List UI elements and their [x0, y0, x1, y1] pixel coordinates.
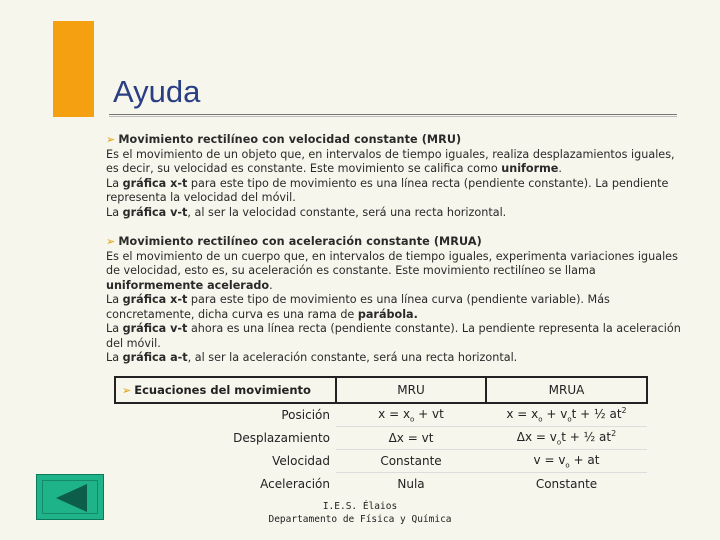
cell-mrua: Constante [486, 473, 647, 496]
arrow-bullet-icon: ➢ [122, 384, 132, 397]
mru-p1-bold: uniforme [501, 162, 559, 175]
table-row [115, 450, 647, 473]
mrua-p1-text: Es el movimiento de un cuerpo que, en intervalos de tiempo iguales, experimenta variaciones iguales de velocidad, esto es, su aceleración es constante. Este movimiento rectilíneo se llama [106, 249, 678, 277]
mrua-p4-rest: , al ser la aceleración constante, será una recta horizontal. [187, 351, 518, 364]
cell-mru: Constante [336, 450, 486, 473]
title-divider-shadow [109, 116, 677, 117]
footer [250, 500, 470, 526]
cell-mrua: $x = x_o + v_ot$ + ½ $at^2$ [506, 406, 627, 424]
title-divider [109, 114, 677, 115]
arrow-bullet-icon: ➢ [106, 235, 116, 248]
mrua-p3-pre: La [106, 322, 123, 335]
mru-section [106, 133, 682, 220]
footer-department: Departamento de Física y Química [268, 514, 452, 525]
mru-paragraph-1 [106, 148, 682, 177]
mru-p3-pre: La [106, 205, 123, 219]
row-label: Posición [281, 408, 330, 423]
mrua-paragraph-3 [106, 322, 682, 351]
mrua-p1-bold: uniformemente acelerado [106, 278, 270, 292]
mru-p3-rest: , al ser la velocidad constante, será una recta horizontal. [187, 205, 507, 219]
mrua-paragraph-1 [106, 250, 682, 294]
footer-school: I.E.S. Élaios [322, 501, 398, 512]
table-row [115, 427, 647, 450]
col-header-mrua: MRUA [486, 377, 647, 403]
mrua-paragraph-4 [106, 351, 682, 366]
mrua-p2-bold: gráfica x-t [122, 293, 188, 306]
table-header-row [115, 377, 647, 403]
mru-p2-rest: para este tipo de movimiento es una línea recta (pendiente constante). La pendiente representa la velocidad del móvil. [106, 176, 669, 204]
accent-bar [53, 21, 94, 117]
arrow-bullet-icon: ➢ [106, 133, 116, 146]
back-button[interactable] [36, 474, 104, 520]
cell-mrua: $v = v_o$ + at [486, 450, 647, 473]
mru-p2-pre: La [106, 176, 123, 190]
mrua-p4-bold: gráfica a-t [122, 351, 188, 364]
cell-mrua: $\Delta x = v_ot$ + ½ $at^2$ [486, 427, 647, 450]
row-label: Desplazamiento [233, 431, 330, 445]
mru-heading [106, 133, 682, 148]
mrua-p3-bold: gráfica v-t [122, 322, 188, 335]
table-row [115, 403, 647, 427]
page-title: Ayuda [113, 74, 201, 109]
mrua-section [106, 235, 682, 366]
table-row [115, 473, 647, 496]
mrua-p1-end: . [269, 278, 273, 292]
mrua-heading-text: Movimiento rectilíneo con aceleración constante (MRUA) [118, 235, 482, 248]
cell-mru: $x = x_o$ + vt [378, 406, 444, 424]
mru-paragraph-3 [106, 206, 682, 221]
col-header-mru: MRU [336, 377, 486, 403]
table-heading-text: Ecuaciones del movimiento [134, 383, 311, 397]
table-header-label [115, 377, 336, 403]
mrua-p2-mid: para este tipo de movimiento es una línea curva (pendiente variable). Más concretamente, dicha curva es una rama de [106, 293, 610, 321]
mru-p2-bold: gráfica x-t [122, 176, 188, 190]
mru-p1-end: . [558, 162, 562, 175]
row-label: Aceleración [260, 476, 330, 491]
mru-heading-text: Movimiento rectilíneo con velocidad constante (MRU) [118, 133, 462, 146]
mrua-p4-pre: La [106, 351, 123, 364]
back-triangle-icon [55, 483, 89, 513]
mrua-heading [106, 235, 682, 250]
mru-p3-bold: gráfica v-t [122, 205, 188, 219]
mrua-paragraph-2 [106, 293, 682, 322]
equations-table [114, 376, 648, 495]
mrua-p2-pre: La [106, 293, 123, 306]
mrua-p2-bold2: parábola. [357, 307, 418, 321]
mru-p1-text: Es el movimiento de un objeto que, en intervalos de tiempo iguales, realiza desplazamientos iguales, es decir, su velocidad es constante. Este movimiento se califica como [106, 147, 675, 175]
cell-mru: Nula [336, 473, 486, 496]
cell-mru: Δx = vt [336, 427, 486, 450]
mrua-p3-rest: ahora es una línea recta (pendiente constante). La pendiente representa la aceleración del móvil. [106, 322, 681, 350]
row-label: Velocidad [272, 454, 330, 468]
mru-paragraph-2 [106, 177, 682, 206]
